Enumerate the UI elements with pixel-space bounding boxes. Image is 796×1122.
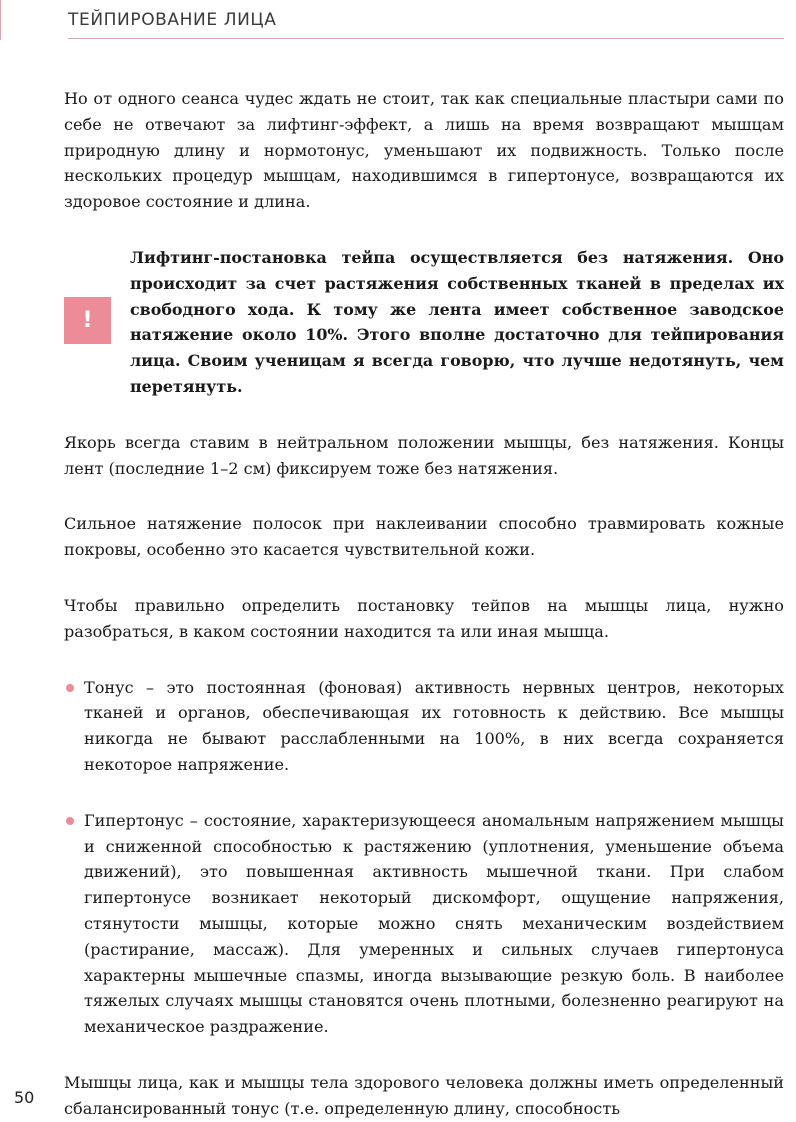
running-header-title: ТЕЙПИРОВАНИЕ ЛИЦА — [68, 10, 277, 30]
bullet-dot-icon — [66, 684, 74, 692]
running-header — [0, 0, 796, 40]
page-body — [64, 86, 784, 1122]
header-divider — [68, 38, 784, 39]
page-number: 50 — [14, 1088, 35, 1107]
paragraph-intro: Но от одного сеанса чудес ждать не стоит, так как специальные пластыри сами по себе не отвечают за лифтинг-эффект, а лишь на время возвращают мышцам природную длину и нормотонус, уменьшают их подвижность. Только после нескольких процедур мышцам, находившимся в гипертонусе, возвращаются их здоровое состояние и длина. — [64, 89, 784, 212]
paragraph-anchor: Якорь всегда ставим в нейтральном положении мышцы, без натяжения. Концы лент (последние 1–2 см) фиксируем тоже без натяжения. — [64, 432, 784, 478]
callout-note — [64, 245, 784, 400]
list-item-text: Гипертонус – состояние, характеризующееся аномальным напряжением мышцы и сниженной способностью к растяжению (уплотнения, уменьшение объема движений), это повышенная активность мышечной ткани. При слабом гипертонусе возникает некоторый дискомфорт, ощущение напряжения, стянутости мышцы, которые можно снять механическим воздействием (растирание, массаж). Для умеренных и сильных случаев гипертонуса характерны мышечные спазмы, иногда вызывающие резкую боль. В наиболее тяжелых случаях мышцы становятся очень плотными, болезненно реагируют на механическое раздражение. — [84, 810, 784, 1037]
bullet-dot-icon — [66, 817, 74, 825]
list-item-tonus — [64, 675, 784, 778]
paragraph-determine: Чтобы правильно определить постановку тейпов на мышцы лица, нужно разобраться, в каком состоянии находится та или иная мышца. — [64, 595, 784, 641]
callout-text: Лифтинг-постановка тейпа осуществляется без натяжения. Оно происходит за счет растяжения собственных тканей в пределах их свободного хода. К тому же лента имеет собственное заводское натяжение около 10%. Этого вполне достаточно для тейпирования лица. Своим ученицам я всегда говорю, что лучше недотянуть, чем перетянуть. — [130, 247, 784, 396]
list-item-hypertonus — [64, 808, 784, 1040]
paragraph-final: Мышцы лица, как и мышцы тела здорового человека должны иметь определенный сбалансированный тонус (т.е. определенную длину, способность — [64, 1072, 784, 1118]
list-item-text: Тонус – это постоянная (фоновая) активность нервных центров, некоторых тканей и органов, обеспечивающая их готовность к действию. Все мышцы никогда не бывают расслабленными на 100%, в них всегда сохраняется некоторое напряжение. — [84, 677, 784, 774]
exclamation-icon: ! — [64, 297, 111, 344]
paragraph-tension: Сильное натяжение полосок при наклеивании способно травмировать кожные покровы, особенно это касается чувствительной кожи. — [64, 514, 784, 560]
